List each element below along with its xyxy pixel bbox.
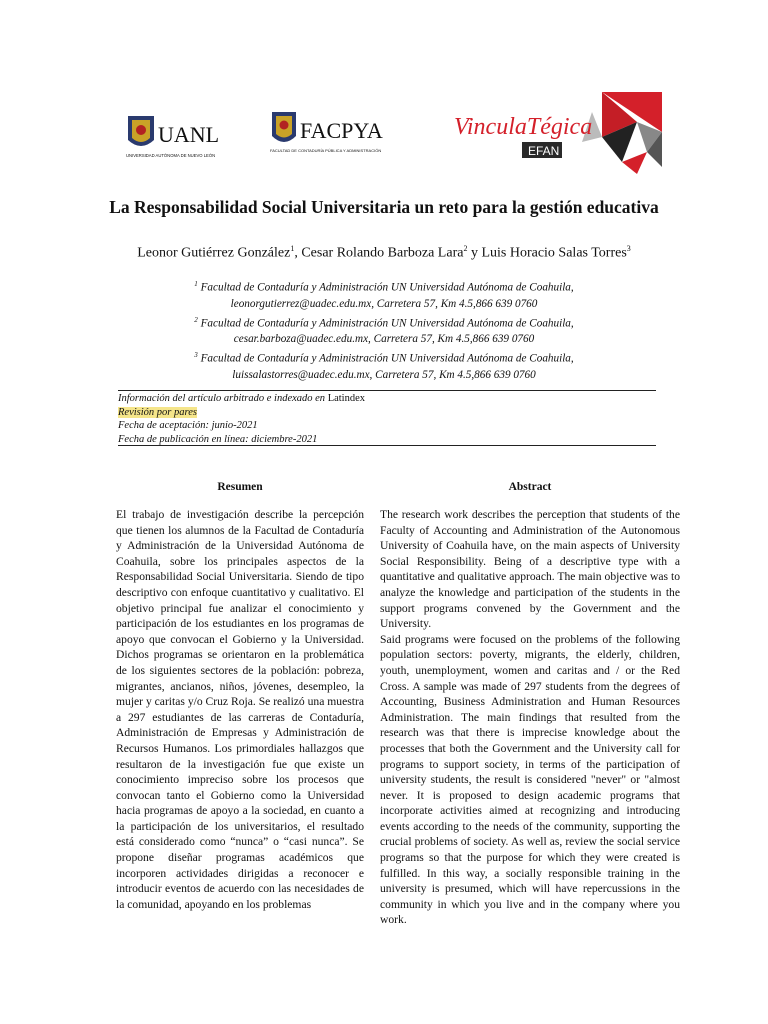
- article-info-box: [118, 390, 656, 446]
- author-3-ref: 3: [626, 244, 631, 253]
- author-2-ref: 2: [463, 244, 468, 253]
- resumen-text: El trabajo de investigación describe la percepción que tienen los alumnos de la Facultad de Contaduría y Administración de la Universidad Autónoma de Coahuila, sobre los principales aspectos de la Responsabilidad Social Universitaria. Siendo de tipo descriptivo con enfoque cuantitativo y cualitativo. El objetivo principal fue analizar el conocimiento y participación de los estudiantes en los programas de apoyo que convocan el Gobierno y la Universidad. Dichos programas se orientaron en la problemática de los siguientes sectores de la población: pobreza, migrantes, ancianos, niños, jóvenes, desempleo, la mujer y caritas y/o Cruz Roja. Se realizó una muestra a 297 estudiantes de las carreras de Contaduría, Administración de Empresas y Administración de Recursos Humanos. Los primordiales hallazgos que resultaron de la investigación fue que existe un conocimiento impreciso sobre los procesos que convocan tanto el Gobierno como la Universidad hacia programas de apoyo a la sociedad, en cuanto a la participación de los universitarios, el resultado está considerado como “nunca” o “casi nunca”. Se propone diseñar programas académicos que incorporen actividades dirigidas a reconocer e introducir eventos de acuerdo con las necesidades de la comunidad, apoyando en los problemas: [116, 508, 364, 911]
- vinculategica-logo: [452, 92, 662, 174]
- affiliations: [130, 276, 638, 383]
- affiliation-text: Facultad de Contaduría y Administración UN Universidad Autónoma de Coahuila,: [200, 353, 574, 366]
- affiliation-2: [130, 312, 638, 348]
- affiliation-3: [130, 347, 638, 383]
- author-separator: ,: [294, 245, 302, 261]
- affiliation-number: 3: [194, 351, 198, 360]
- affiliation-contact: luissalastorres@uadec.edu.mx, Carretera 57, Km 4.5,866 639 0760: [232, 369, 536, 382]
- indexing-source: Latindex: [327, 393, 366, 404]
- publication-date: Fecha de publicación en línea: diciembre-2021: [118, 433, 318, 445]
- indexing-line: [118, 392, 656, 406]
- author-1-ref: 1: [290, 244, 295, 253]
- affiliation-contact: cesar.barboza@uadec.edu.mx, Carretera 57, Km 4.5,866 639 0760: [233, 333, 535, 346]
- acceptance-date: Fecha de aceptación: junio-2021: [118, 420, 258, 431]
- affiliation-number: 2: [194, 315, 198, 324]
- peer-review-line: [118, 406, 656, 420]
- resumen-column: [116, 480, 364, 912]
- author-2: Cesar Rolando Barboza Lara: [301, 245, 464, 261]
- indexing-text: Información del artículo arbitrado e indexado en: [118, 393, 328, 404]
- abstract-column: [380, 480, 680, 928]
- author-line: [100, 240, 668, 263]
- logo-bar: [0, 92, 768, 182]
- affiliation-contact: leonorgutierrez@uadec.edu.mx, Carretera 57, Km 4.5,866 639 0760: [230, 297, 538, 310]
- author-3: Luis Horacio Salas Torres: [481, 245, 627, 261]
- affiliation-1: [130, 276, 638, 312]
- paper-title: La Responsabilidad Social Universitaria un reto para la gestión educativa: [109, 197, 659, 217]
- facpya-logo: [270, 110, 410, 160]
- affiliation-text: Facultad de Contaduría y Administración UN Universidad Autónoma de Coahuila,: [200, 317, 574, 330]
- vinculategica-wordmark: VinculaTégica: [454, 114, 593, 140]
- author-separator: y: [467, 245, 482, 261]
- uanl-wordmark: UANL: [158, 122, 220, 147]
- author-1: Leonor Gutiérrez González: [137, 245, 291, 261]
- abstract-heading: Abstract: [508, 481, 552, 493]
- uanl-caption: UNIVERSIDAD AUTÓNOMA DE NUEVO LEÓN: [126, 153, 216, 158]
- facpya-caption: FACULTAD DE CONTADURÍA PÚBLICA Y ADMINISTRACIÓN: [270, 148, 382, 153]
- abstract-text-1: The research work describes the perception that students of the Faculty of Accounting and Administration of the Autonomous University of Coahuila have, on the main aspects of University Social Responsibility. Being of a descriptive type with a quantitative and qualitative approach. The main objective was to analyze the knowledge and participation of the students in the support programs convened by the Government and the University.: [380, 508, 680, 631]
- efan-wordmark: EFAN: [528, 144, 560, 158]
- affiliation-number: 1: [194, 280, 198, 288]
- peer-review-label: Revisión por pares: [118, 406, 197, 418]
- abstract-text-2: Said programs were focused on the problems of the following population sectors: poverty, migrants, the elderly, children, youth, unemployment, women and caritas and / or the Red Cross. A sample was made of 297 students from the degrees of Accounting, Business Administration and Human Resources Administration. The main findings that resulted from the research was that there is imprecise knowledge about the processes that both the Government and the University call for programs to support society, in terms of the participation of university students, the result is considered "never" or "almost never. It is proposed to design academic programs that incorporate activities aimed at recognizing and introducing events according to the needs of the community, supporting the crucial problems of society. As well as, review the social service programs so that the purpose for which they were created is fulfilled. In this way, a socially responsible training in the university is presumed, which will have repercussions in the community in which you live and in the company where you work.: [380, 632, 680, 927]
- resumen-heading: Resumen: [217, 481, 263, 493]
- uanl-logo: [124, 112, 234, 162]
- affiliation-text: Facultad de Contaduría y Administración UN Universidad Autónoma de Coahuila,: [200, 281, 574, 294]
- facpya-wordmark: FACPYA: [300, 118, 383, 143]
